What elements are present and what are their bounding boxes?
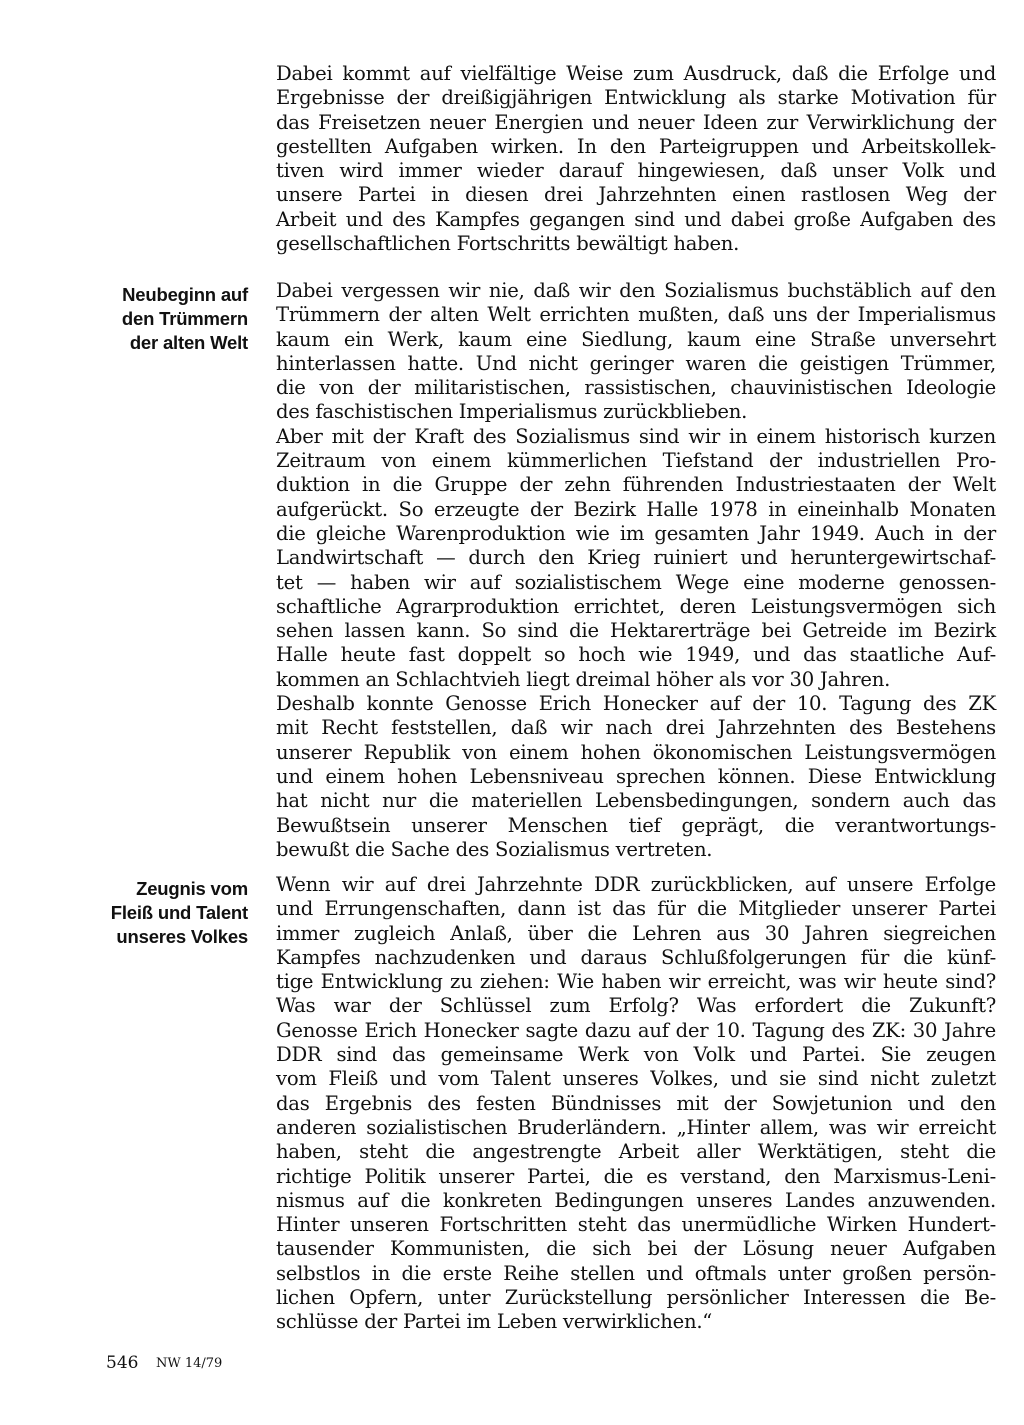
text-line: Trümmern der alten Welt errichten mußten, daß uns der Imperialismus (276, 303, 996, 327)
text-line: Was war der Schlüssel zum Erfolg? Was erfordert die Zukunft? (276, 994, 996, 1018)
text-line: Aber mit der Kraft des Sozialismus sind wir in einem historisch kurzen (276, 424, 996, 448)
marginal-heading-line: den Trümmern (121, 308, 248, 329)
text-line: aufgerückt. So erzeugte der Bezirk Halle 1978 in eineinhalb Monaten (276, 497, 996, 521)
text-line: haben, steht die angestrengte Arbeit aller Werktätigen, steht die (276, 1140, 996, 1164)
page-number: 546 (106, 1353, 139, 1373)
text-line: hinterlassen hatte. Und nicht geringer waren die geistigen Trümmer, (276, 351, 996, 375)
text-line: die von der militaristischen, rassistischen, chauvinistischen Ideologie (276, 376, 996, 400)
text-line: duktion in die Gruppe der zehn führenden Industriestaaten der Welt (276, 473, 996, 497)
text-line: Dabei vergessen wir nie, daß wir den Sozialismus buchstäblich auf den (276, 279, 996, 302)
text-line: und einem hohen Lebensniveau sprechen können. Diese Entwicklung (276, 764, 996, 788)
text-line: tet — haben wir auf sozialistischem Wege eine moderne genossen- (276, 570, 996, 594)
marginal-heading (80, 283, 248, 355)
text-line: Ergebnisse der dreißigjährigen Entwicklung als starke Motivation für (276, 86, 996, 110)
text-line: tausender Kommunisten, die sich bei der Lösung neuer Aufgaben (276, 1237, 996, 1261)
text-line: die gleiche Warenproduktion wie im gesamten Jahr 1949. Auch in der (276, 521, 996, 545)
text-line: mit Recht feststellen, daß wir nach drei Jahrzehnten des Bestehens (276, 716, 996, 740)
body-text (276, 62, 996, 256)
body-text (276, 873, 996, 1335)
marginal-heading-line: Zeugnis vom (136, 878, 248, 899)
text-line: Arbeit und des Kampfes gegangen sind und dabei große Aufgaben des (276, 207, 996, 231)
text-line: Deshalb konnte Genosse Erich Honecker auf der 10. Tagung des ZK (276, 692, 996, 716)
text-line: Kampfes nachzudenken und daraus Schlußfolgerungen für die künf- (276, 945, 996, 969)
text-line: DDR sind das gemeinsame Werk von Volk und Partei. Sie zeugen (276, 1043, 996, 1067)
text-line: schaftliche Agrarproduktion errichtet, deren Leistungsvermögen sich (276, 594, 996, 618)
text-line: vom Fleiß und vom Talent unseres Volkes, und sie sind nicht zuletzt (276, 1067, 996, 1091)
text-line: das Freisetzen neuer Energien und neuer Ideen zur Verwirklichung der (276, 110, 996, 134)
text-line: sehen lassen kann. So sind die Hektarerträge bei Getreide im Bezirk (276, 619, 996, 643)
text-line: anderen sozialistischen Bruderländern. „Hinter allem, was wir erreicht (276, 1115, 996, 1139)
body-text (276, 279, 996, 862)
text-line: Bewußtsein unserer Menschen tief geprägt, die verantwortungs- (276, 813, 996, 837)
text-line: hat nicht nur die materiellen Lebensbedingungen, sondern auch das (276, 789, 996, 813)
text-line: Dabei kommt auf vielfältige Weise zum Ausdruck, daß die Erfolge und (276, 62, 996, 85)
text-line: gesellschaftlichen Fortschritts bewältigt haben. (276, 232, 740, 256)
text-line: tige Entwicklung zu ziehen: Wie haben wir erreicht, was wir heute sind? (276, 970, 996, 994)
marginal-heading-line: der alten Welt (129, 332, 248, 353)
text-line: nismus auf die konkreten Bedingungen unseres Landes anzuwenden. (276, 1188, 996, 1212)
text-line: schlüsse der Partei im Leben verwirklichen.“ (276, 1310, 713, 1334)
text-line: Wenn wir auf drei Jahrzehnte DDR zurückblicken, auf unsere Erfolge (276, 873, 996, 896)
text-line: kaum ein Werk, kaum eine Siedlung, kaum eine Straße unversehrt (276, 327, 996, 351)
text-line: Hinter unseren Fortschritten steht das unermüdliche Wirken Hundert- (276, 1213, 996, 1237)
text-line: Halle heute fast doppelt so hoch wie 1949, und das staatliche Auf- (276, 643, 996, 667)
text-line: und Errungenschaften, dann ist das für die Mitglieder unserer Partei (276, 897, 996, 921)
text-line: Landwirtschaft — durch den Krieg ruiniert und heruntergewirtschaf- (276, 546, 996, 570)
source-reference: NW 14/79 (156, 1356, 223, 1371)
text-line: des faschistischen Imperialismus zurückblieben. (276, 400, 748, 424)
marginal-heading (80, 877, 248, 949)
text-line: unsere Partei in diesen drei Jahrzehnten einen rastlosen Weg der (276, 183, 996, 207)
text-line: unserer Republik von einem hohen ökonomischen Leistungsvermögen (276, 740, 996, 764)
text-line: lichen Opfern, unter Zurückstellung persönlicher Interessen die Be- (276, 1286, 996, 1310)
marginal-heading-line: unseres Volkes (116, 926, 248, 947)
text-line: immer zugleich Anlaß, über die Lehren aus 30 Jahren siegreichen (276, 921, 996, 945)
text-line: selbstlos in die erste Reihe stellen und oftmals unter großen persön- (276, 1261, 996, 1285)
text-line: das Ergebnis des festen Bündnisses mit der Sowjetunion und den (276, 1091, 996, 1115)
marginal-heading-line: Fleiß und Talent (110, 902, 248, 923)
text-line: kommen an Schlachtvieh liegt dreimal höher als vor 30 Jahren. (276, 667, 891, 691)
text-line: richtige Politik unserer Partei, die es verstand, den Marxismus-Leni- (276, 1164, 996, 1188)
text-line: Zeitraum von einem kümmerlichen Tiefstand der industriellen Pro- (276, 449, 996, 473)
text-line: Genosse Erich Honecker sagte dazu auf der 10. Tagung des ZK: 30 Jahre (276, 1018, 996, 1042)
text-line: bewußt die Sache des Sozialismus vertreten. (276, 837, 713, 861)
text-line: gestellten Aufgaben wirken. In den Parteigruppen und Arbeitskollek- (276, 134, 996, 158)
marginal-heading-line: Neubeginn auf (122, 284, 248, 305)
text-line: tiven wird immer wieder darauf hingewiesen, daß unser Volk und (276, 159, 996, 183)
